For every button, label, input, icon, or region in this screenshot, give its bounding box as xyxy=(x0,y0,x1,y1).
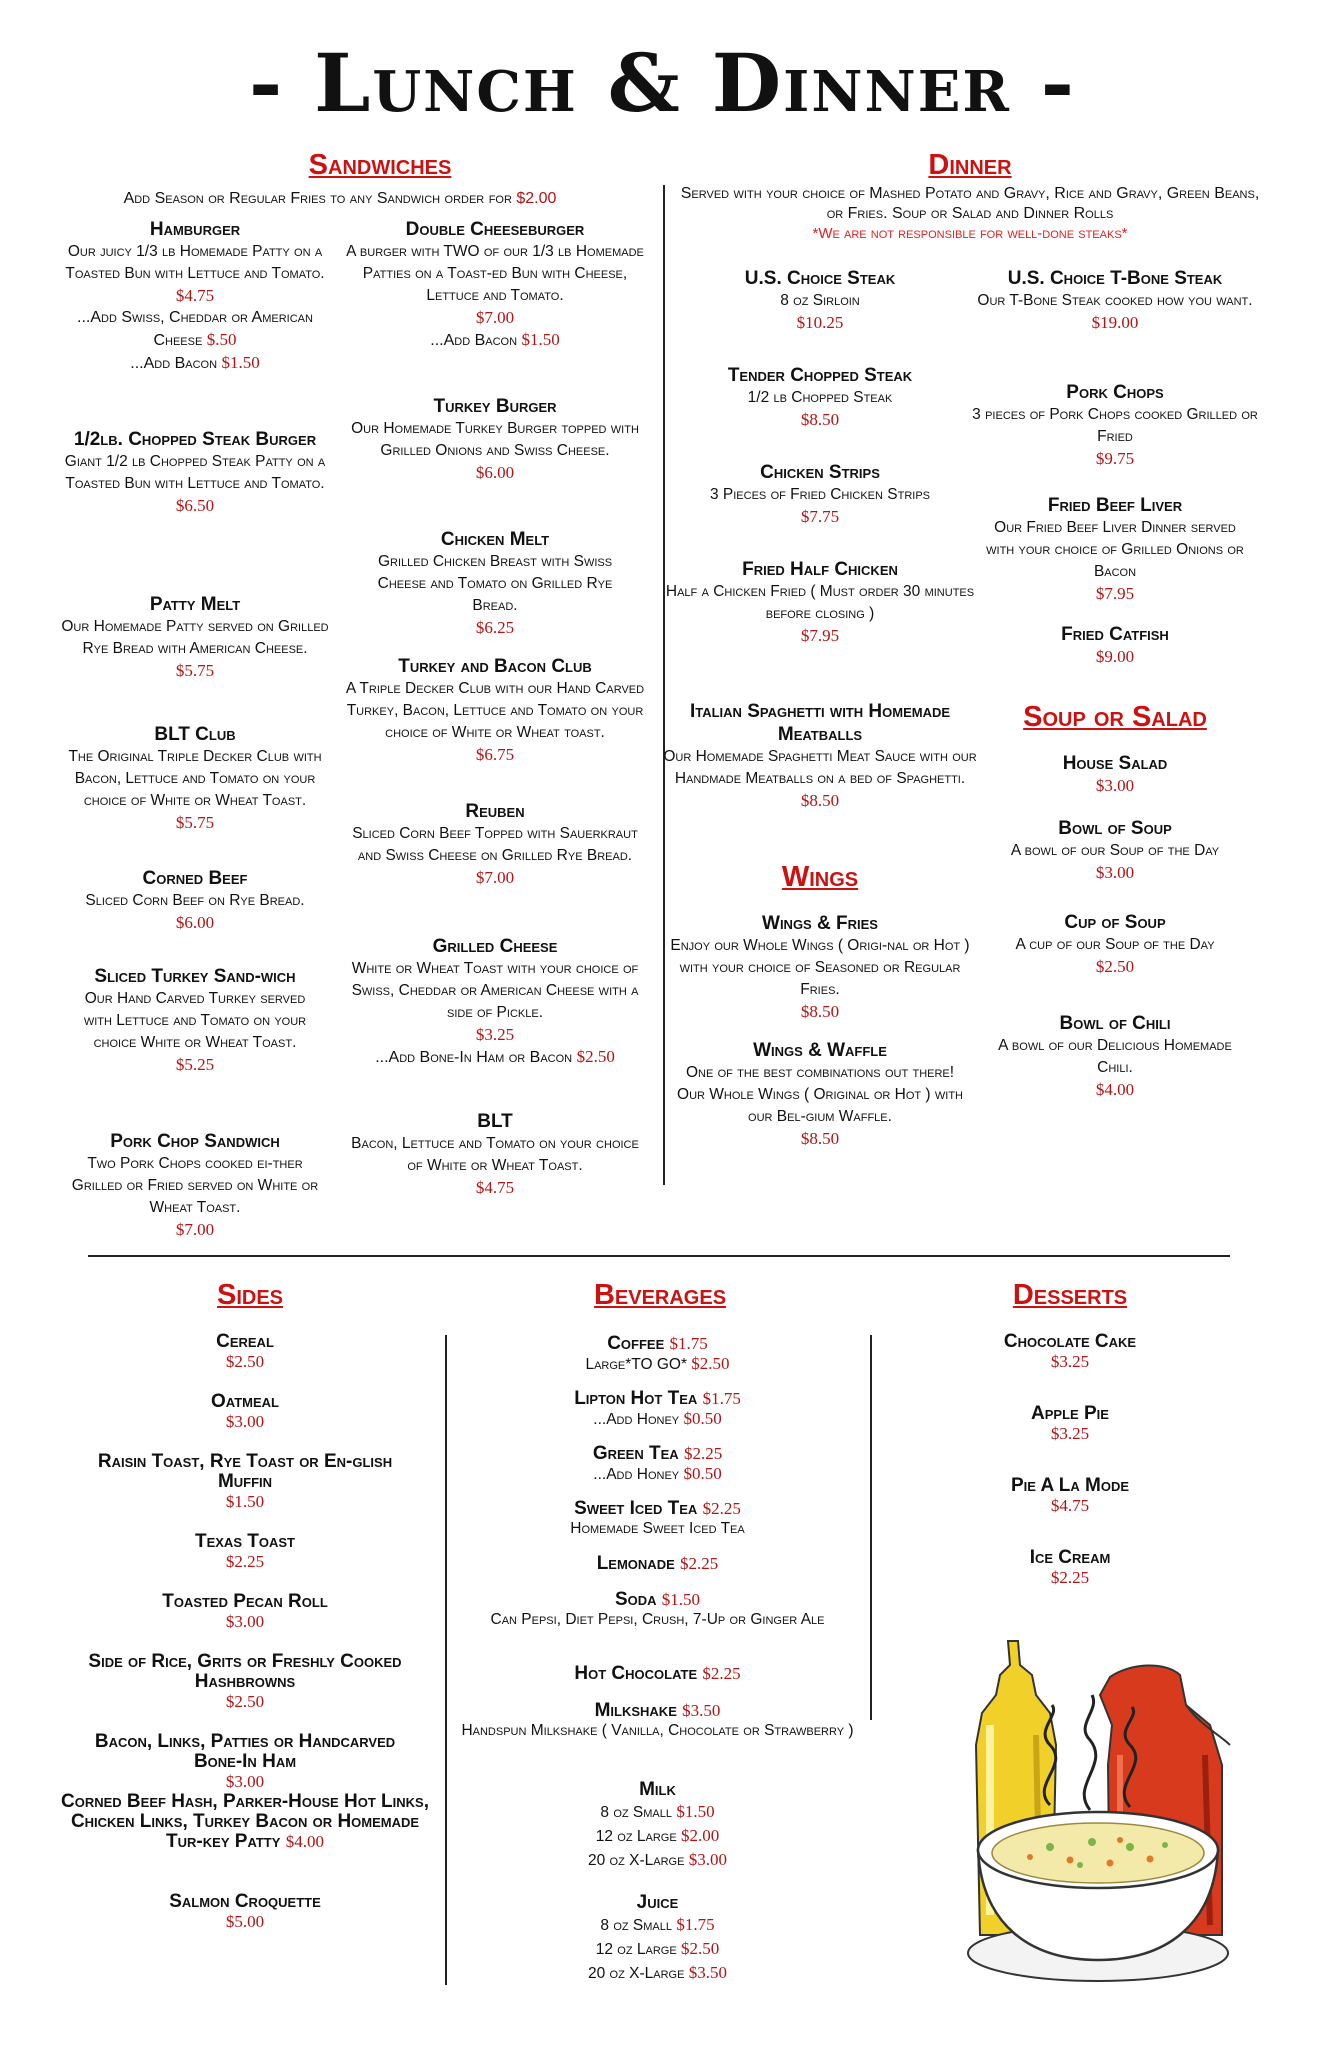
side-item-oatmeal: Oatmeal $3.00 xyxy=(211,1391,279,1431)
menu-item-italian-spaghetti: Italian Spaghetti with Homemade Meatballs Our Homemade Spaghetti Meat Sauce with our Handmade Meatballs on a bed of Spaghetti. $8.50 xyxy=(663,701,977,810)
menu-item-bowl-of-chili: Bowl of Chili A bowl of our Delicious Homemade Chili. $4.00 xyxy=(998,1013,1232,1099)
dessert-pie-a-la-mode: Pie A La Mode $4.75 xyxy=(1010,1475,1130,1515)
side-item-salmon-croquette: Salmon Croquette $5.00 xyxy=(169,1891,321,1931)
menu-item-cup-of-soup: Cup of Soup A cup of our Soup of the Day $2.50 xyxy=(1015,912,1215,976)
dessert-chocolate-cake: Chocolate Cake $3.25 xyxy=(1003,1331,1137,1371)
beverage-soda: Soda $1.50 Can Pepsi, Diet Pepsi, Crush, 7-Up or Ginger Ale xyxy=(490,1589,825,1628)
dinner-note: Served with your choice of Mashed Potato and Gravy, Rice and Gravy, Green Beans, or Fries. Soup or Salad and Dinner Rolls xyxy=(680,185,1260,222)
section-divider xyxy=(88,1255,1230,1257)
sandwiches-note: Add Season or Regular Fries to any Sandwich order for $2.00 xyxy=(123,190,557,207)
beverage-lemonade: Lemonade $2.25 xyxy=(596,1553,719,1574)
beverages-divider xyxy=(870,1335,872,1720)
page-title: - Lunch & Dinner - xyxy=(249,36,1076,130)
menu-item-chicken-melt: Chicken Melt Grilled Chicken Breast with Swiss Cheese and Tomato on Grilled Rye Bread. $6.25 xyxy=(377,529,613,637)
menu-item-double-cheeseburger: Double Cheeseburger A burger with TWO of our 1/3 lb Homemade Patties on a Toast-ed Bun with Cheese, Lettuce and Tomato. $7.00 ...Add Bacon $1.50 xyxy=(346,219,644,349)
menu-item-grilled-cheese: Grilled Cheese White or Wheat Toast with your choice of Swiss, Cheddar or American Cheese with a side of Pickle. $3.25 ...Add Bone-In Ham or Bacon $2.50 xyxy=(351,936,639,1066)
menu-item-sliced-turkey-sandwich: Sliced Turkey Sand-wich Our Hand Carved Turkey served with Lettuce and Tomato on your choice White or Wheat Toast. $5.25 xyxy=(83,966,307,1074)
menu-item-reuben: Reuben Sliced Corn Beef Topped with Sauerkraut and Swiss Cheese on Grilled Rye Bread. $7.00 xyxy=(352,801,638,887)
side-item-rice-grits: Side of Rice, Grits or Freshly Cooked Hashbrowns $2.50 xyxy=(88,1651,402,1711)
beverage-sweet-iced-tea: Sweet Iced Tea $2.25 Homemade Sweet Iced Tea xyxy=(570,1498,745,1537)
menu-item-blt-club: BLT Club The Original Triple Decker Club with Bacon, Lettuce and Tomato on your choice of White or Wheat Toast. $5.75 xyxy=(68,724,322,832)
dinner-warning: *We are not responsible for well-done steaks* xyxy=(812,225,1128,242)
menu-item-hamburger: Hamburger Our juicy 1/3 lb Homemade Patty on a Toasted Bun with Lettuce and Tomato. $4.75 ...Add Swiss, Cheddar or American Cheese $.50 ...Add Bacon $1.50 xyxy=(65,219,325,372)
menu-item-patty-melt: Patty Melt Our Homemade Patty served on Grilled Rye Bread with American Cheese. $5.75 xyxy=(61,594,329,680)
menu-item-corned-beef: Corned Beef Sliced Corn Beef on Rye Bread. $6.00 xyxy=(85,868,305,932)
dessert-ice-cream: Ice Cream $2.25 xyxy=(1029,1547,1111,1587)
wings-heading: Wings xyxy=(781,861,859,893)
side-item-pecan-roll: Toasted Pecan Roll $3.00 xyxy=(162,1591,328,1631)
dinner-heading: Dinner xyxy=(928,149,1012,181)
beverage-juice: Juice 8 oz Small $1.75 12 oz Large $2.50 20 oz X-Large $3.50 xyxy=(588,1892,727,1982)
menu-item-wings-fries: Wings & Fries Enjoy our Whole Wings ( Origi-nal or Hot ) with your choice of Seasoned or Regular Fries. $8.50 xyxy=(670,913,970,1021)
side-item-cereal: Cereal $2.50 xyxy=(216,1331,274,1371)
beverages-heading: Beverages xyxy=(593,1279,727,1311)
menu-item-bowl-of-soup: Bowl of Soup A bowl of our Soup of the Day $3.00 xyxy=(1010,818,1220,882)
beverage-hot-chocolate: Hot Chocolate $2.25 xyxy=(574,1663,741,1684)
menu-item-fried-catfish: Fried Catfish $9.00 xyxy=(1061,624,1169,666)
beverage-green-tea: Green Tea $2.25 ...Add Honey $0.50 xyxy=(592,1443,723,1483)
menu-item-us-choice-steak: U.S. Choice Steak 8 oz Sirloin $10.25 xyxy=(744,268,896,332)
sandwiches-heading: Sandwiches xyxy=(308,149,452,181)
beverage-coffee: Coffee $1.75 Large*TO GO* $2.50 xyxy=(585,1333,730,1373)
menu-item-wings-waffle: Wings & Waffle One of the best combinations out there! Our Whole Wings ( Original or Hot ) with our Bel-gium Waffle. $8.50 xyxy=(677,1040,963,1148)
menu-item-chopped-steak-burger: 1/2lb. Chopped Steak Burger Giant 1/2 lb Chopped Steak Patty on a Toasted Bun with Lettuce and Tomato. $6.50 xyxy=(64,429,326,515)
menu-item-blt: BLT Bacon, Lettuce and Tomato on your choice of White or Wheat Toast. $4.75 xyxy=(351,1111,639,1197)
menu-item-chicken-strips: Chicken Strips 3 Pieces of Fried Chicken Strips $7.75 xyxy=(709,462,930,526)
menu-item-t-bone-steak: U.S. Choice T-Bone Steak Our T-Bone Steak cooked how you want. $19.00 xyxy=(977,268,1253,332)
sides-heading: Sides xyxy=(216,1279,284,1311)
side-item-texas-toast: Texas Toast $2.25 xyxy=(194,1531,295,1571)
beverage-lipton-tea: Lipton Hot Tea $1.75 ...Add Honey $0.50 xyxy=(574,1388,741,1428)
menu-item-pork-chop-sandwich: Pork Chop Sandwich Two Pork Chops cooked ei-ther Grilled or Fried served on White or Wheat Toast. $7.00 xyxy=(71,1131,319,1239)
menu-item-tender-chopped-steak: Tender Chopped Steak 1/2 lb Chopped Steak $8.50 xyxy=(727,365,913,429)
menu-item-fried-half-chicken: Fried Half Chicken Half a Chicken Fried ( Must order 30 minutes before closing ) $7.95 xyxy=(665,559,975,645)
menu-item-turkey-bacon-club: Turkey and Bacon Club A Triple Decker Club with our Hand Carved Turkey, Bacon, Lettuce and Tomato on your choice of White or Wheat toast. $6.75 xyxy=(345,656,645,764)
soup-salad-heading: Soup or Salad xyxy=(1023,701,1207,733)
column-divider xyxy=(663,185,665,1185)
menu-item-pork-chops: Pork Chops 3 pieces of Pork Chops cooked Grilled or Fried $9.75 xyxy=(972,382,1258,468)
side-item-toast: Raisin Toast, Rye Toast or En-glish Muffin $1.50 xyxy=(97,1451,393,1511)
soup-condiments-illustration xyxy=(960,1635,1250,1995)
side-item-corned-beef-hash: Corned Beef Hash, Parker-House Hot Links, Chicken Links, Turkey Bacon or Homemade Tur-key Patty $4.00 xyxy=(60,1791,430,1852)
dessert-apple-pie: Apple Pie $3.25 xyxy=(1031,1403,1109,1443)
beverage-milk: Milk 8 oz Small $1.50 12 oz Large $2.00 20 oz X-Large $3.00 xyxy=(588,1779,727,1869)
beverage-milkshake: Milkshake $3.50 Handspun Milkshake ( Vanilla, Chocolate or Strawberry ) xyxy=(461,1700,854,1739)
desserts-heading: Desserts xyxy=(1012,1279,1128,1311)
menu-item-house-salad: House Salad $3.00 xyxy=(1062,753,1168,795)
sides-divider xyxy=(445,1335,447,1985)
side-item-bacon-links: Bacon, Links, Patties or Handcarved Bone-In Ham $3.00 xyxy=(94,1731,396,1791)
menu-item-turkey-burger: Turkey Burger Our Homemade Turkey Burger topped with Grilled Onions and Swiss Cheese. $6.00 xyxy=(351,396,639,482)
menu-item-fried-beef-liver: Fried Beef Liver Our Fried Beef Liver Dinner served with your choice of Grilled Onions or Bacon $7.95 xyxy=(986,495,1244,603)
